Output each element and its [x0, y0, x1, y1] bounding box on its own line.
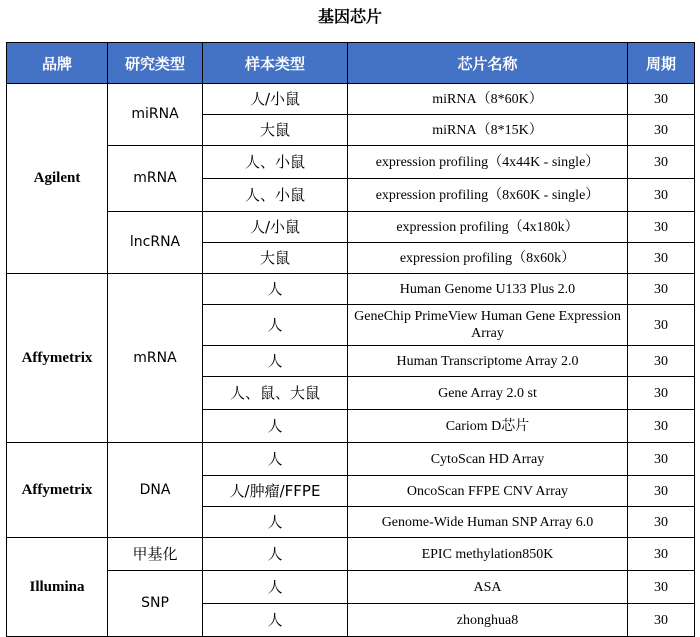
- table-row: [7, 146, 695, 179]
- research-type-cell: mRNA: [108, 146, 203, 212]
- period-cell: 30: [628, 443, 695, 476]
- research-type-cell: SNP: [108, 571, 203, 637]
- sample-cell: 人: [203, 507, 348, 538]
- chip-cell: expression profiling（8x60K - single）: [348, 179, 628, 212]
- chip-cell: miRNA（8*15K）: [348, 115, 628, 146]
- period-cell: 30: [628, 243, 695, 274]
- header-research-type: 研究类型: [108, 43, 203, 84]
- sample-cell: 人/小鼠: [203, 84, 348, 115]
- chip-cell: EPIC methylation850K: [348, 538, 628, 571]
- period-cell: 30: [628, 212, 695, 243]
- chip-cell: miRNA（8*60K）: [348, 84, 628, 115]
- header-sample-type: 样本类型: [203, 43, 348, 84]
- chip-cell: CytoScan HD Array: [348, 443, 628, 476]
- brand-cell: Affymetrix: [7, 443, 108, 538]
- period-cell: 30: [628, 84, 695, 115]
- chip-cell: expression profiling（8x60k）: [348, 243, 628, 274]
- chip-cell: expression profiling（4x44K - single）: [348, 146, 628, 179]
- period-cell: 30: [628, 604, 695, 637]
- table-row: [7, 571, 695, 604]
- research-type-cell: 甲基化: [108, 538, 203, 571]
- chip-cell: Human Transcriptome Array 2.0: [348, 346, 628, 377]
- table-row: [7, 84, 695, 115]
- header-chip-name: 芯片名称: [348, 43, 628, 84]
- table-row: [7, 443, 695, 476]
- period-cell: 30: [628, 571, 695, 604]
- header-period: 周期: [628, 43, 695, 84]
- research-type-cell: mRNA: [108, 274, 203, 443]
- sample-cell: 人: [203, 346, 348, 377]
- sample-cell: 人/肿瘤/FFPE: [203, 476, 348, 507]
- chip-cell: OncoScan FFPE CNV Array: [348, 476, 628, 507]
- sample-cell: 人: [203, 571, 348, 604]
- sample-cell: 人: [203, 274, 348, 305]
- table-row: [7, 212, 695, 243]
- sample-cell: 人: [203, 410, 348, 443]
- period-cell: 30: [628, 377, 695, 410]
- sample-cell: 人: [203, 443, 348, 476]
- period-cell: 30: [628, 476, 695, 507]
- gene-chip-table: [6, 42, 695, 637]
- sample-cell: 人: [203, 538, 348, 571]
- period-cell: 30: [628, 274, 695, 305]
- table-row: [7, 538, 695, 571]
- period-cell: 30: [628, 115, 695, 146]
- sample-cell: 大鼠: [203, 115, 348, 146]
- sample-cell: 大鼠: [203, 243, 348, 274]
- table-row: [7, 274, 695, 305]
- chip-cell: Gene Array 2.0 st: [348, 377, 628, 410]
- sample-cell: 人、小鼠: [203, 179, 348, 212]
- sample-cell: 人、小鼠: [203, 146, 348, 179]
- header-row: [7, 43, 695, 84]
- chip-cell: Human Genome U133 Plus 2.0: [348, 274, 628, 305]
- chip-cell: Genome-Wide Human SNP Array 6.0: [348, 507, 628, 538]
- chip-cell: Cariom D芯片: [348, 410, 628, 443]
- sample-cell: 人、鼠、大鼠: [203, 377, 348, 410]
- page-title: 基因芯片: [317, 7, 382, 26]
- research-type-cell: lncRNA: [108, 212, 203, 274]
- research-type-cell: DNA: [108, 443, 203, 538]
- chip-cell: zhonghua8: [348, 604, 628, 637]
- brand-cell: Illumina: [7, 538, 108, 637]
- period-cell: 30: [628, 507, 695, 538]
- period-cell: 30: [628, 179, 695, 212]
- sample-cell: 人: [203, 604, 348, 637]
- brand-cell: Affymetrix: [7, 274, 108, 443]
- sample-cell: 人: [203, 305, 348, 346]
- period-cell: 30: [628, 410, 695, 443]
- period-cell: 30: [628, 346, 695, 377]
- sample-cell: 人/小鼠: [203, 212, 348, 243]
- period-cell: 30: [628, 305, 695, 346]
- chip-cell: expression profiling（4x180k）: [348, 212, 628, 243]
- chip-cell: GeneChip PrimeView Human Gene Expression Array: [348, 305, 628, 346]
- header-brand: 品牌: [7, 43, 108, 84]
- brand-cell: Agilent: [7, 84, 108, 274]
- period-cell: 30: [628, 538, 695, 571]
- research-type-cell: miRNA: [108, 84, 203, 146]
- chip-cell: ASA: [348, 571, 628, 604]
- period-cell: 30: [628, 146, 695, 179]
